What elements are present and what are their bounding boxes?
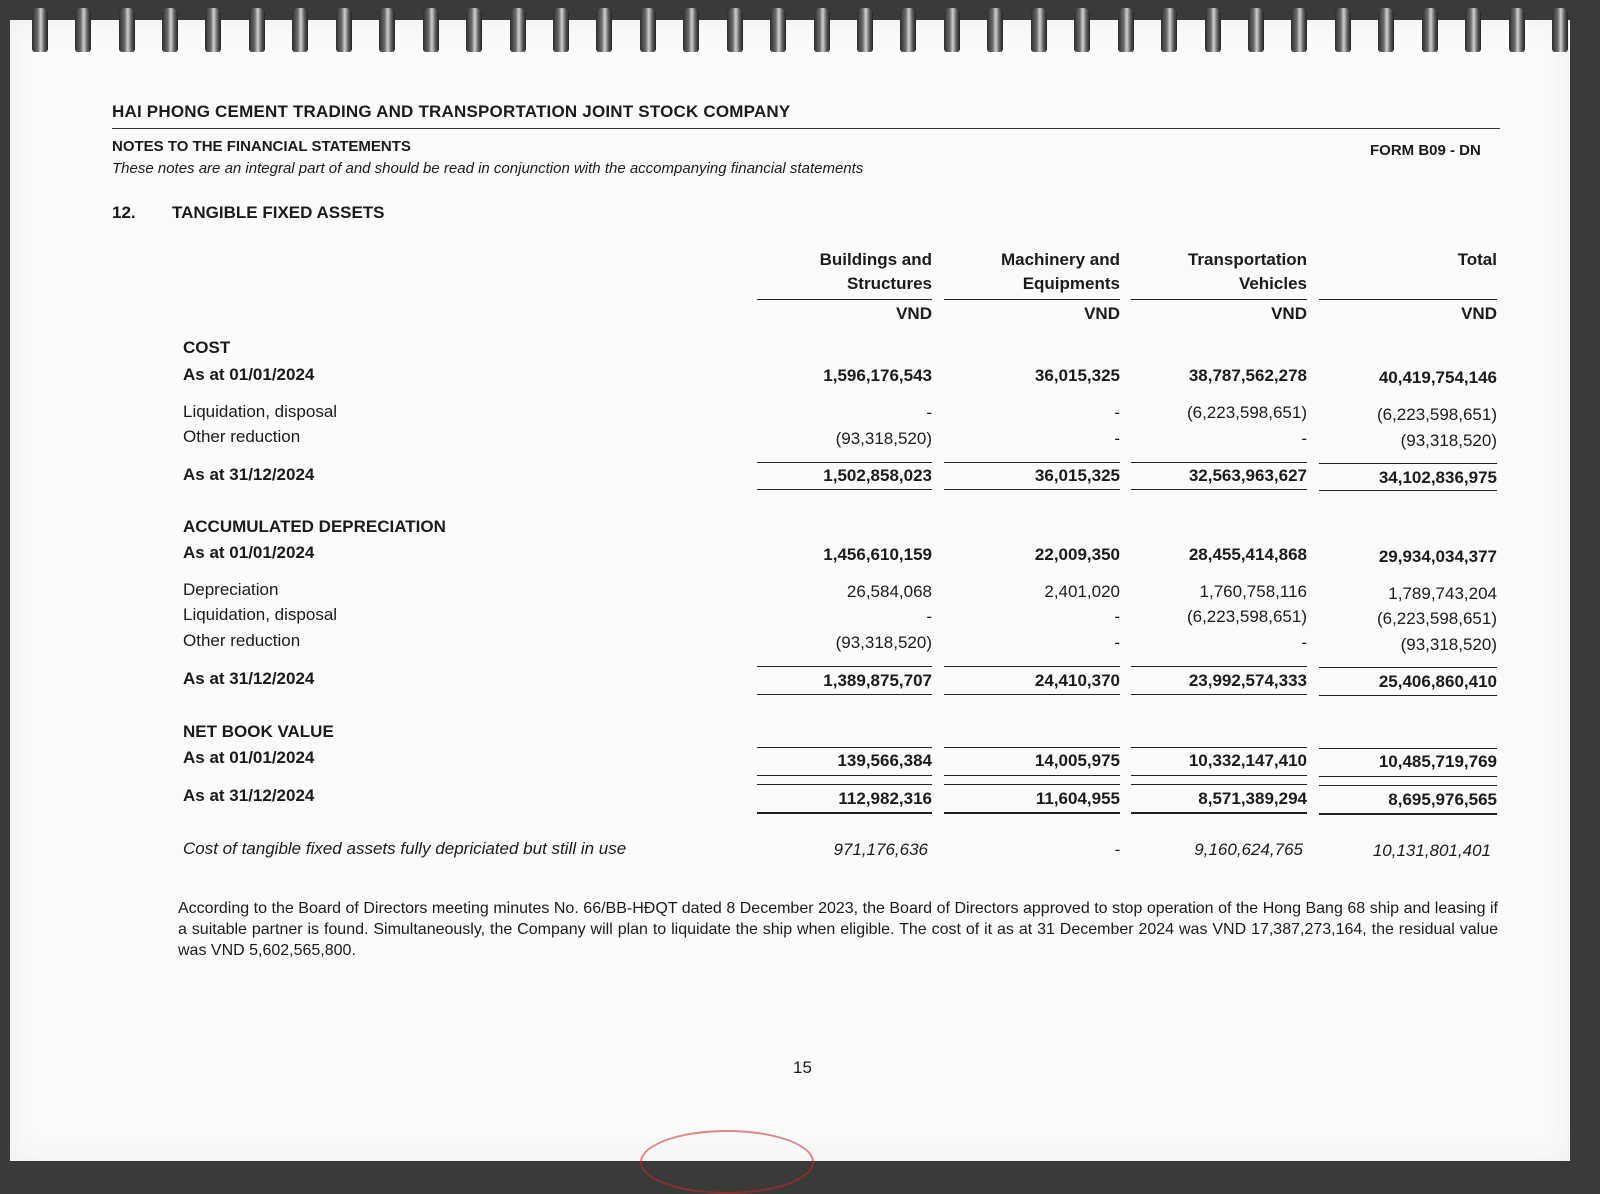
double-rule <box>757 784 932 785</box>
binding-ring <box>75 8 91 52</box>
column-header-machinery: Machinery and Equipments <box>1000 250 1120 293</box>
binding-ring <box>1291 8 1307 52</box>
section-number: 12. <box>112 203 136 222</box>
table-cell: (93,318,520) <box>1400 431 1497 450</box>
subtotal-rule <box>757 747 932 748</box>
table-cell: (93,318,520) <box>1400 635 1497 654</box>
table-cell: 139,566,384 <box>837 751 932 770</box>
table-cell: 22,009,350 <box>1034 545 1120 564</box>
binding-ring <box>1205 8 1221 52</box>
table-cell: 1,760,758,116 <box>1199 582 1307 601</box>
table-cell: 10,485,719,769 <box>1378 752 1497 771</box>
table-cell: - <box>1114 840 1120 859</box>
table-cell: 14,005,975 <box>1034 751 1120 770</box>
header-underline <box>1131 299 1307 300</box>
table-cell: 971,176,636 <box>833 840 928 859</box>
table-cell: 8,571,389,294 <box>1198 789 1307 808</box>
double-rule <box>1131 775 1307 776</box>
column-header-total: Total <box>1457 250 1497 269</box>
table-cell: - <box>1114 607 1120 626</box>
binding-ring <box>553 8 569 52</box>
table-cell: 40,419,754,146 <box>1378 368 1497 387</box>
table-cell: 32,563,963,627 <box>1188 466 1307 485</box>
table-cell: 36,015,325 <box>1034 366 1120 385</box>
table-cell: (6,223,598,651) <box>1186 607 1307 626</box>
table-cell: 28,455,414,868 <box>1188 545 1307 564</box>
total-rule <box>1131 694 1307 695</box>
table-cell: (6,223,598,651) <box>1186 403 1307 422</box>
nbv-opening-label: As at 01/01/2024 <box>183 748 315 767</box>
section-title: TANGIBLE FIXED ASSETS <box>172 203 385 222</box>
table-cell: 9,160,624,765 <box>1194 840 1303 859</box>
binding-ring <box>1031 8 1047 52</box>
subtotal-rule <box>757 666 932 667</box>
total-rule <box>1131 489 1307 490</box>
table-cell: 1,456,610,159 <box>823 545 932 564</box>
table-cell: 25,406,860,410 <box>1378 672 1497 691</box>
table-cell: - <box>1114 633 1120 652</box>
total-rule <box>1319 695 1497 696</box>
table-cell: 8,695,976,565 <box>1388 790 1497 809</box>
double-rule <box>1319 785 1497 786</box>
nbv-closing-label: As at 31/12/2024 <box>183 786 315 805</box>
depreciation-heading: ACCUMULATED DEPRECIATION <box>183 517 446 536</box>
double-rule <box>757 775 932 776</box>
subtotal-rule <box>1319 667 1497 668</box>
binding-ring <box>596 8 612 52</box>
table-cell: 38,787,562,278 <box>1188 366 1307 385</box>
table-cell: 1,502,858,023 <box>823 466 932 485</box>
double-rule <box>1319 776 1497 777</box>
double-rule <box>1131 784 1307 785</box>
header-underline <box>757 299 932 300</box>
binding-ring <box>1118 8 1134 52</box>
cost-closing-label: As at 31/12/2024 <box>183 465 315 484</box>
column-header-vehicles: Transportation Vehicles <box>1187 250 1307 293</box>
depreciation-other-label: Other reduction <box>183 631 301 650</box>
table-cell: - <box>1114 403 1120 422</box>
binding-ring <box>727 8 743 52</box>
page-number: 15 <box>793 1058 812 1077</box>
binding-ring <box>987 8 1003 52</box>
table-cell: (93,318,520) <box>835 633 932 652</box>
total-rule <box>757 489 932 490</box>
binding-ring <box>1509 8 1525 52</box>
binding-ring <box>336 8 352 52</box>
red-seal-stamp <box>640 1130 814 1194</box>
header-underline <box>1319 299 1497 300</box>
depreciation-charge-label: Depreciation <box>183 580 279 599</box>
cost-liquidation-label: Liquidation, disposal <box>183 402 338 421</box>
unit-label: VND <box>1461 304 1497 323</box>
table-cell: 26,584,068 <box>846 582 932 601</box>
table-cell: - <box>1114 429 1120 448</box>
binding-ring <box>162 8 178 52</box>
notes-title: NOTES TO THE FINANCIAL STATEMENTS <box>112 138 411 155</box>
unit-label: VND <box>1084 304 1120 323</box>
table-cell: - <box>1301 633 1307 652</box>
binding-ring <box>814 8 830 52</box>
subtotal-rule <box>757 462 932 463</box>
binding-ring <box>640 8 656 52</box>
unit-label: VND <box>1271 304 1307 323</box>
table-cell: 1,789,743,204 <box>1388 584 1497 603</box>
cost-heading: COST <box>183 338 231 357</box>
double-rule <box>944 784 1120 785</box>
binding-ring <box>1552 8 1568 52</box>
notes-subtitle: These notes are an integral part of and should be read in conjunction with the accompanying financial statements <box>112 160 864 177</box>
binding-ring <box>423 8 439 52</box>
subtotal-rule <box>944 462 1120 463</box>
table-cell: (6,223,598,651) <box>1376 405 1497 424</box>
binding-ring <box>770 8 786 52</box>
total-rule <box>1131 812 1307 814</box>
binding-ring <box>379 8 395 52</box>
total-rule <box>1319 490 1497 491</box>
spiral-binding <box>0 0 1600 60</box>
binding-ring <box>1422 8 1438 52</box>
table-cell: 112,982,316 <box>838 789 932 808</box>
table-cell: 11,604,955 <box>1035 789 1120 808</box>
subtotal-rule <box>944 747 1120 748</box>
table-cell: 10,332,147,410 <box>1188 751 1307 770</box>
binding-ring <box>1378 8 1394 52</box>
depreciation-closing-label: As at 31/12/2024 <box>183 669 315 688</box>
footnote-paragraph: According to the Board of Directors meeting minutes No. 66/BB-HĐQT dated 8 December 2023, the Board of Directors approved to stop operation of the Hong Bang 68 ship and leasing if a suitable partner is found. Simultaneously, the Company will plan to liquidate the ship when eligible. The cost of it as at 31 December 2024 was VND 17,387,273,164, the residual value was VND 5,602,565,800. <box>178 900 1498 959</box>
table-cell: 29,934,034,377 <box>1378 547 1497 566</box>
table-cell: - <box>1301 429 1307 448</box>
table-cell: 24,410,370 <box>1034 671 1120 690</box>
cost-other-label: Other reduction <box>183 427 301 446</box>
binding-ring <box>1465 8 1481 52</box>
header-underline <box>944 299 1120 300</box>
company-name: HAI PHONG CEMENT TRADING AND TRANSPORTATION JOINT STOCK COMPANY <box>112 102 791 121</box>
subtotal-rule <box>1131 747 1307 748</box>
subtotal-rule <box>1319 463 1497 464</box>
binding-ring <box>119 8 135 52</box>
total-rule <box>944 812 1120 814</box>
subtotal-rule <box>1131 462 1307 463</box>
total-rule <box>757 694 932 695</box>
table-cell: 1,596,176,543 <box>823 366 932 385</box>
table-cell: (6,223,598,651) <box>1376 609 1497 628</box>
double-rule <box>944 775 1120 776</box>
subtotal-rule <box>944 666 1120 667</box>
nbv-heading: NET BOOK VALUE <box>183 722 334 741</box>
binding-ring <box>32 8 48 52</box>
table-cell: 23,992,574,333 <box>1188 671 1307 690</box>
total-rule <box>757 812 932 814</box>
binding-ring <box>466 8 482 52</box>
form-number: FORM B09 - DN <box>1370 142 1481 159</box>
binding-ring <box>292 8 308 52</box>
binding-ring <box>205 8 221 52</box>
binding-ring <box>900 8 916 52</box>
binding-ring <box>249 8 265 52</box>
table-cell: 34,102,836,975 <box>1378 468 1497 487</box>
subtotal-rule <box>1319 748 1497 749</box>
total-rule <box>944 694 1120 695</box>
table-cell: 10,131,801,401 <box>1372 841 1491 860</box>
total-rule <box>1319 813 1497 815</box>
binding-ring <box>1248 8 1264 52</box>
table-cell: 2,401,020 <box>1044 582 1120 601</box>
binding-ring <box>1161 8 1177 52</box>
subtotal-rule <box>1131 666 1307 667</box>
table-cell: - <box>926 607 932 626</box>
table-cell: - <box>926 403 932 422</box>
fully-depreciated-label: Cost of tangible fixed assets fully depriciated but still in use <box>183 839 627 858</box>
unit-label: VND <box>896 304 932 323</box>
column-header-buildings: Buildings and Structures <box>819 250 932 293</box>
table-cell: 36,015,325 <box>1034 466 1120 485</box>
binding-ring <box>683 8 699 52</box>
table-cell: (93,318,520) <box>835 429 932 448</box>
binding-ring <box>1335 8 1351 52</box>
header-rule <box>112 128 1500 129</box>
depreciation-liquidation-label: Liquidation, disposal <box>183 605 338 624</box>
depreciation-opening-label: As at 01/01/2024 <box>183 543 315 562</box>
cost-opening-label: As at 01/01/2024 <box>183 365 315 384</box>
binding-ring <box>1074 8 1090 52</box>
binding-ring <box>510 8 526 52</box>
binding-ring <box>857 8 873 52</box>
binding-ring <box>944 8 960 52</box>
table-cell: 1,389,875,707 <box>823 671 932 690</box>
total-rule <box>944 489 1120 490</box>
